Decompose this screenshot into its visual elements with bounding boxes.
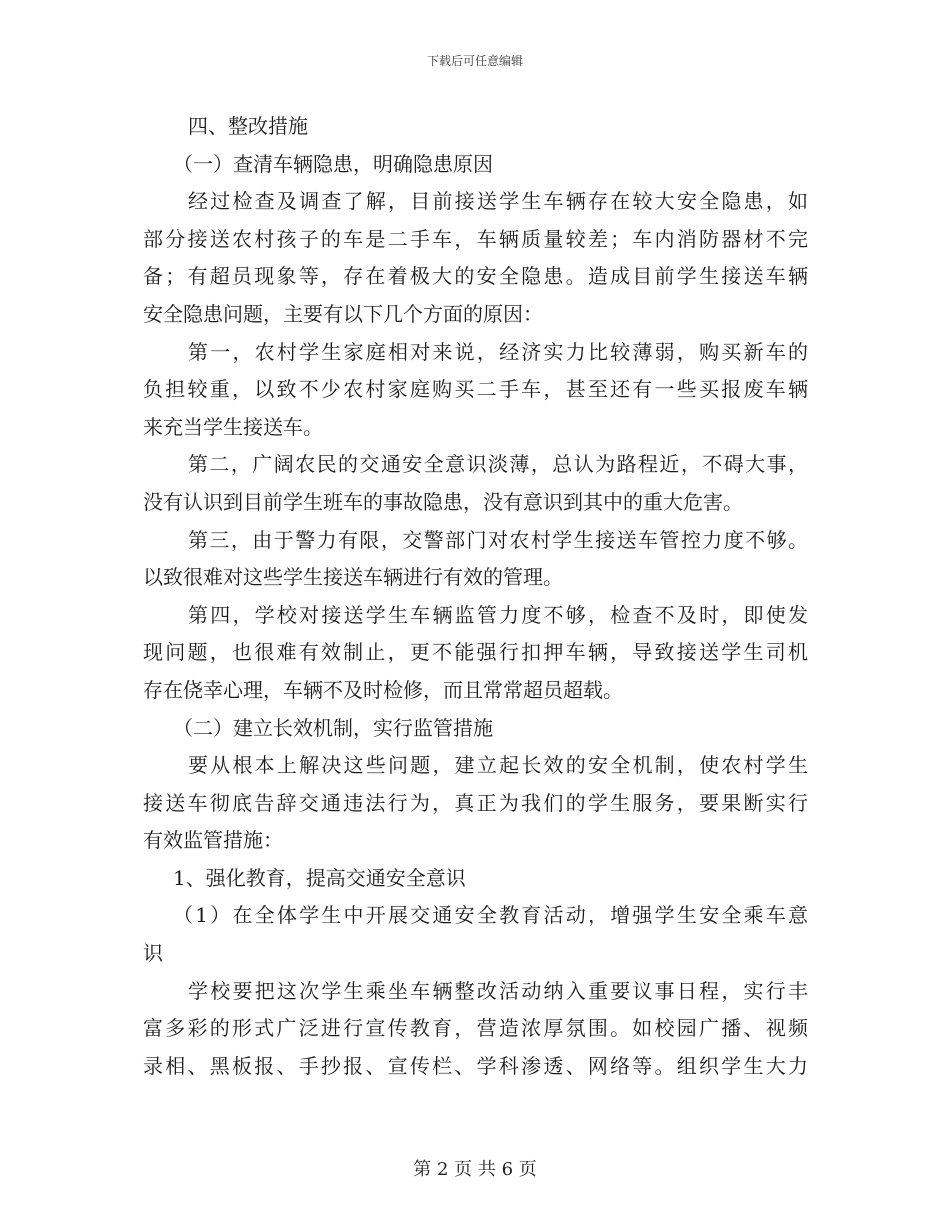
text-line: 经过检查及调查了解，目前接送学生车辆存在较大安全隐患，如 <box>188 189 808 214</box>
text-line: （二）建立长效机制，实行监管措施 <box>173 715 493 740</box>
text-line: 负担较重，以致不少农村家庭购买二手车，甚至还有一些买报废车辆 <box>143 377 808 402</box>
page-number: 第 2 页 共 6 页 <box>413 1159 537 1180</box>
page-header-note: 下载后可任意编辑 <box>426 54 523 68</box>
text-line: 第四，学校对接送学生车辆监管力度不够，检查不及时，即使发 <box>188 602 808 627</box>
text-line: 现问题，也很难有效制止，更不能强行扣押车辆，导致接送学生司机 <box>143 640 808 665</box>
text-line: （一）查清车辆隐患，明确隐患原因 <box>173 151 493 176</box>
text-line: 以致很难对这些学生接送车辆进行有效的管理。 <box>143 565 563 590</box>
text-line: 识 <box>143 941 163 966</box>
text-line: 富多彩的形式广泛进行宣传教育，营造浓厚氛围。如校园广播、视频 <box>143 1016 808 1041</box>
text-line: 接送车彻底告辞交通违法行为，真正为我们的学生服务，要果断实行 <box>143 790 808 815</box>
text-line: 要从根本上解决这些问题，建立起长效的安全机制，使农村学生 <box>188 753 808 778</box>
text-line: 1、强化教育，提高交通安全意识 <box>173 865 466 890</box>
text-line: 来充当学生接送车。 <box>143 414 323 439</box>
document-body <box>143 108 808 1085</box>
text-line: 第一，农村学生家庭相对来说，经济实力比较薄弱，购买新车的 <box>188 339 808 364</box>
text-line: （1）在全体学生中开展交通安全教育活动，增强学生安全乘车意 <box>173 903 808 928</box>
text-line: 存在侥幸心理，车辆不及时检修，而且常常超员超载。 <box>143 677 623 702</box>
text-line: 第三，由于警力有限，交警部门对农村学生接送车管控力度不够。 <box>188 527 808 552</box>
text-line: 没有认识到目前学生班车的事故隐患，没有意识到其中的重大危害。 <box>143 489 743 514</box>
text-line: 有效监管措施： <box>143 828 283 853</box>
text-line: 备；有超员现象等，存在着极大的安全隐患。造成目前学生接送车辆 <box>143 264 808 289</box>
text-line: 安全隐患问题，主要有以下几个方面的原因： <box>143 301 543 326</box>
text-line: 学校要把这次学生乘坐车辆整改活动纳入重要议事日程，实行丰 <box>188 978 808 1003</box>
text-line: 部分接送农村孩子的车是二手车，车辆质量较差；车内消防器材不完 <box>143 226 808 251</box>
text-line: 录相、黑板报、手抄报、宣传栏、学科渗透、网络等。组织学生大力 <box>143 1053 808 1078</box>
text-line: 四、整改措施 <box>188 114 308 138</box>
text-line: 第二，广阔农民的交通安全意识淡薄，总认为路程近，不碍大事， <box>188 452 808 477</box>
